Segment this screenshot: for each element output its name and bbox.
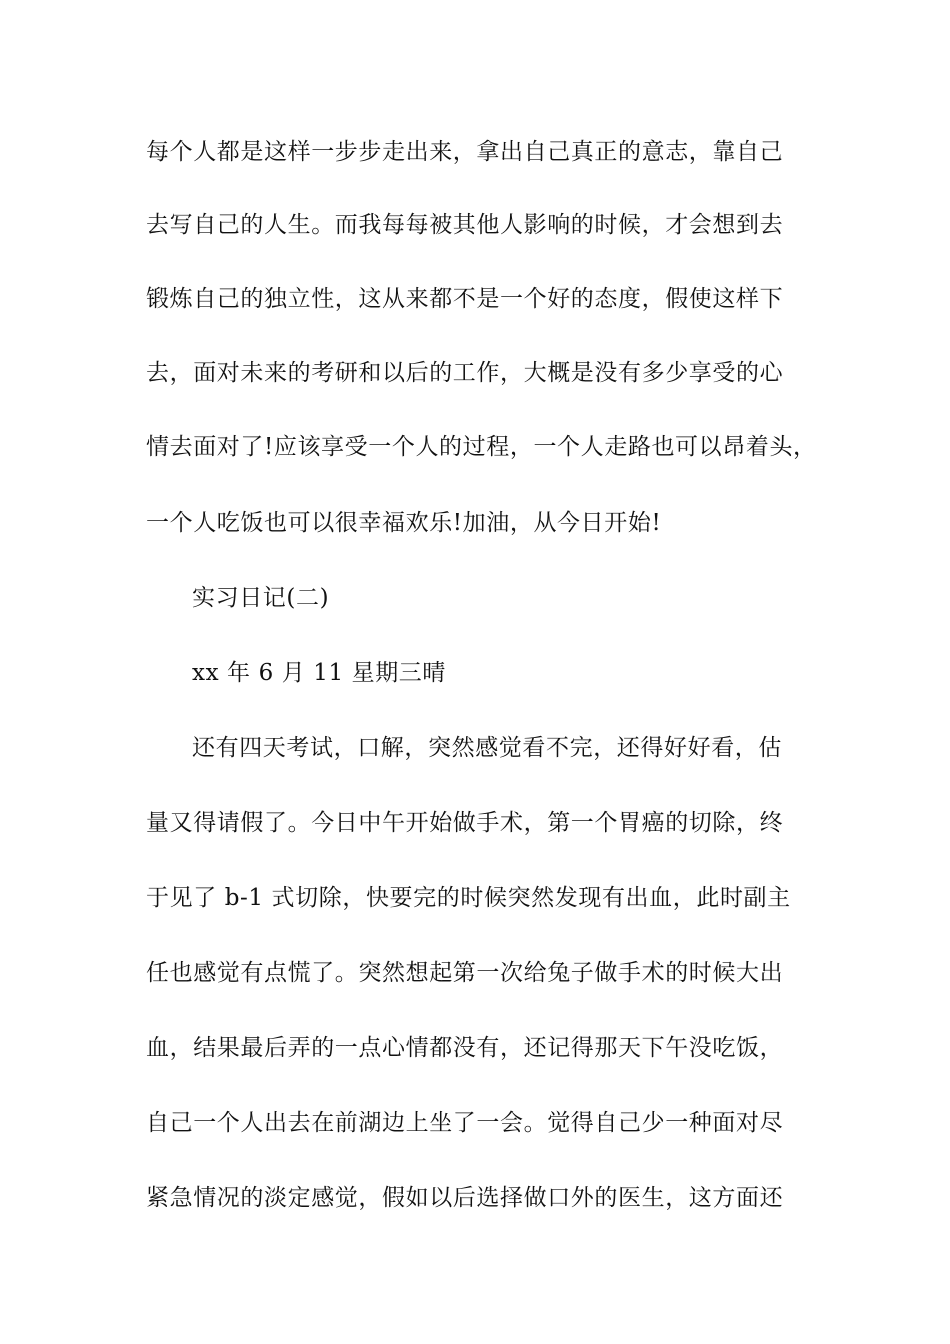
body-text-line: 紧急情况的淡定感觉，假如以后选择做口外的医生，这方面还 <box>146 1185 784 1211</box>
body-text-line: 每个人都是这样一步步走出来，拿出自己真正的意志，靠自己 <box>146 139 784 165</box>
body-text-line: 去，面对未来的考研和以后的工作，大概是没有多少享受的心 <box>146 360 784 386</box>
diary-date-line: xx 年 6 月 11 星期三晴 <box>192 660 446 686</box>
body-text-line: 任也感觉有点慌了。突然想起第一次给兔子做手术的时候大出 <box>146 960 784 986</box>
body-text-line: 去写自己的人生。而我每每被其他人影响的时候，才会想到去 <box>146 212 784 238</box>
body-text-line: 于见了 b-1 式切除，快要完的时候突然发现有出血，此时副主 <box>146 885 791 911</box>
section-heading: 实习日记(二) <box>192 585 330 611</box>
body-text-line: 情去面对了!应该享受一个人的过程，一个人走路也可以昂着头， <box>146 434 817 460</box>
body-text-line: 量又得请假了。今日中午开始做手术，第一个胃癌的切除，终 <box>146 810 784 836</box>
body-text-line: 锻炼自己的独立性，这从来都不是一个好的态度，假使这样下 <box>146 286 784 312</box>
body-text-line: 一个人吃饭也可以很幸福欢乐!加油，从今日开始! <box>146 510 662 536</box>
body-text-line: 还有四天考试，口解，突然感觉看不完，还得好好看，估 <box>192 735 782 761</box>
body-text-line: 血，结果最后弄的一点心情都没有，还记得那天下午没吃饭， <box>146 1035 784 1061</box>
body-text-line: 自己一个人出去在前湖边上坐了一会。觉得自己少一种面对尽 <box>146 1110 784 1136</box>
